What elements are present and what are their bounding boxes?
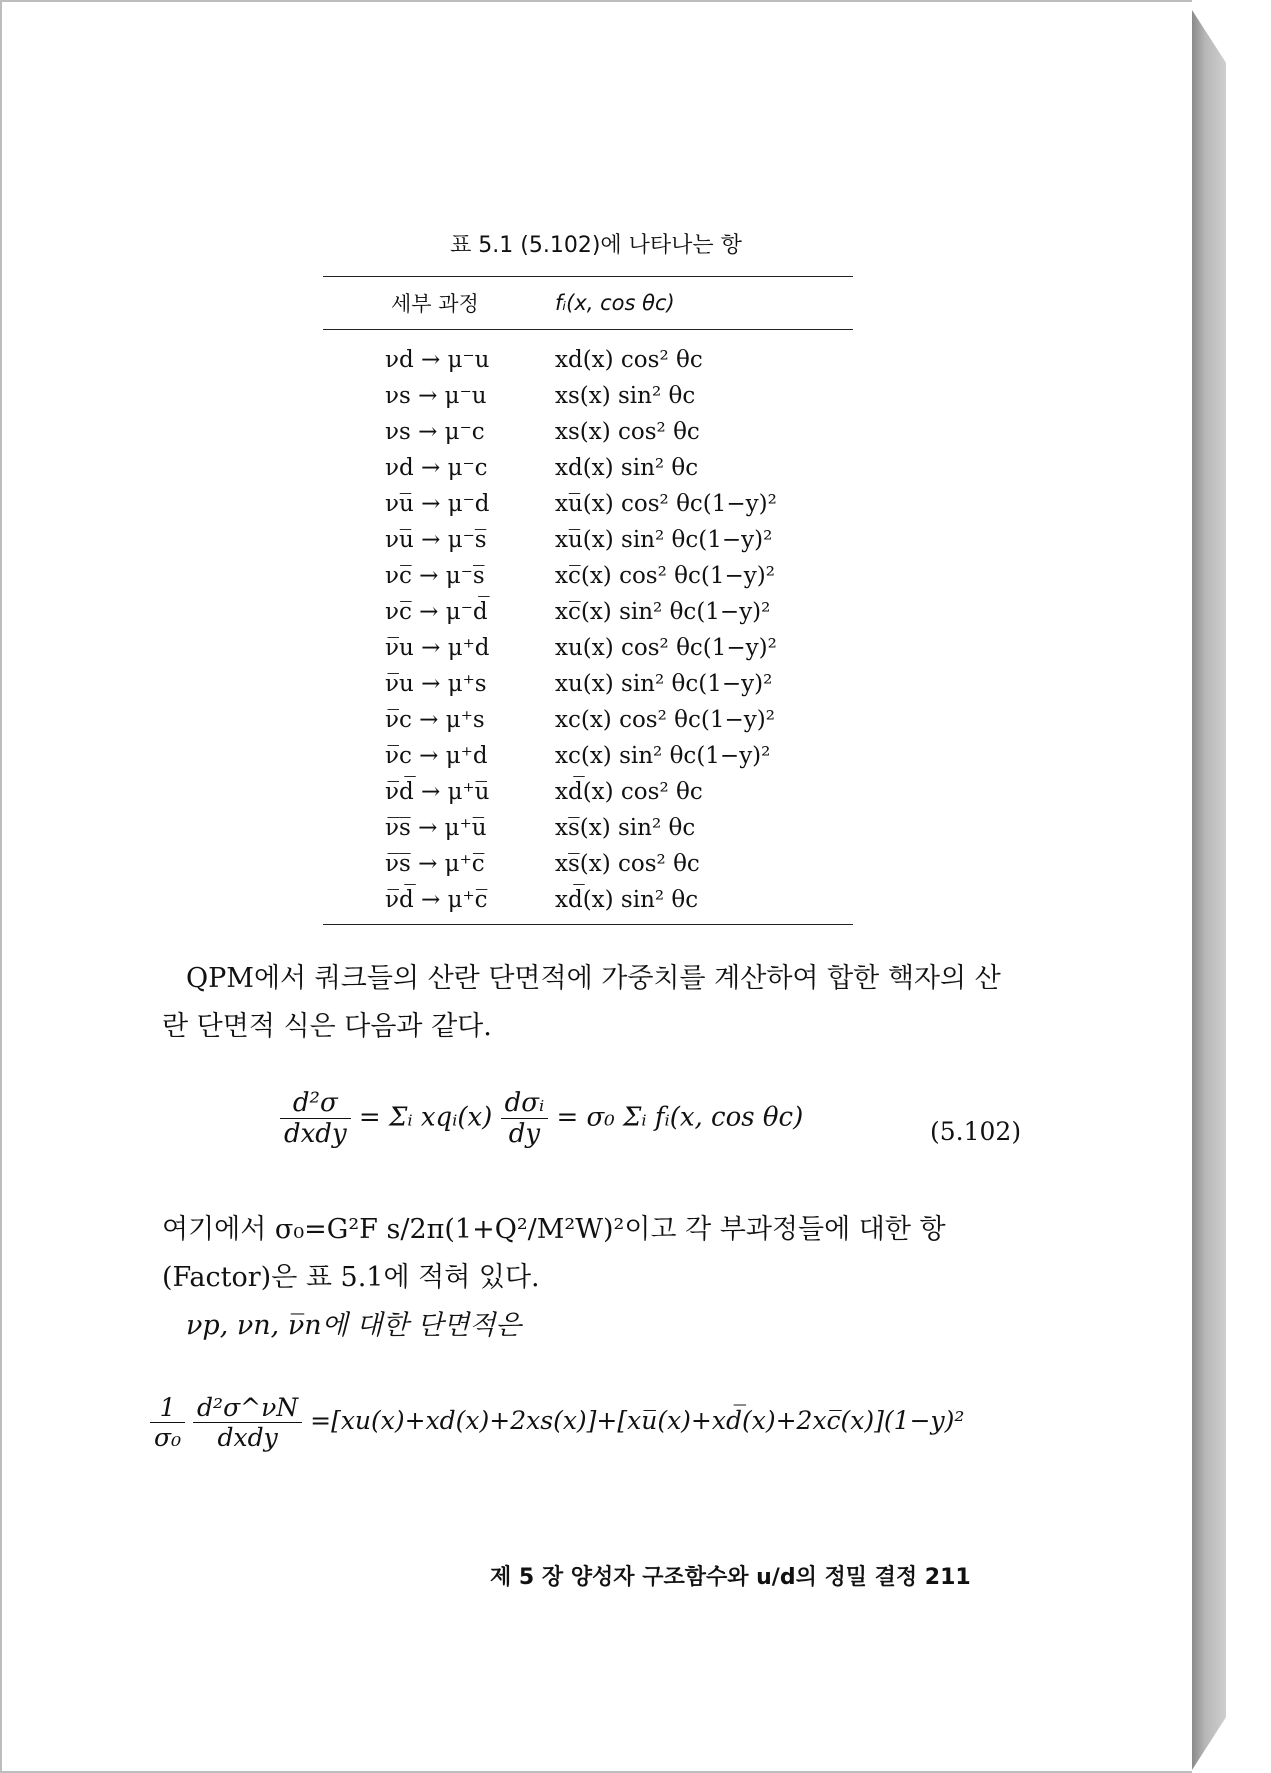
subprocess-cell: νs → μ⁻u	[385, 383, 487, 409]
subprocess-cell: νu̅ → μ⁻s̅	[385, 527, 487, 553]
eq2-one: 1	[150, 1393, 185, 1423]
subprocess-cell: νd → μ⁻c	[385, 455, 488, 481]
subprocess-cell: ν̅u → μ⁺s	[385, 671, 487, 697]
subprocess-cell: ν̅d̅ → μ⁺u̅	[385, 779, 490, 805]
header-factor: fᵢ(x, cos θc)	[555, 277, 853, 330]
eq2-rhs: =[xu(x)+xd(x)+2xs(x)]+[xu̅(x)+xd̅(x)+2xc̅(x)](1−y)²	[310, 1406, 965, 1435]
table-row	[323, 846, 853, 882]
subprocess-cell: νd → μ⁻u	[385, 347, 490, 373]
factor-cell: xu(x) sin² θc(1−y)²	[555, 671, 773, 697]
eq1-lhs-den: dxdy	[284, 1119, 347, 1149]
page-edge-shadow	[1192, 10, 1226, 1770]
table-row	[323, 486, 853, 522]
factor-cell: xu̅(x) sin² θc(1−y)²	[555, 527, 773, 553]
factor-cell: xd̅(x) cos² θc	[555, 779, 703, 805]
factor-cell: xd(x) cos² θc	[555, 347, 703, 373]
eq1-rhs: = σ₀ Σᵢ fᵢ(x, cos θc)	[556, 1102, 804, 1133]
subprocess-cell: νc̅ → μ⁻s̅	[385, 563, 485, 589]
factor-cell: xs(x) cos² θc	[555, 419, 700, 445]
table-row	[323, 594, 853, 630]
factor-cell: xu̅(x) cos² θc(1−y)²	[555, 491, 777, 517]
subprocess-cell: ν̅s̅ → μ⁺u̅	[385, 815, 487, 841]
factor-cell: xu(x) cos² θc(1−y)²	[555, 635, 777, 661]
table-row	[323, 882, 853, 925]
eq1-mid-den: dy	[508, 1119, 541, 1149]
running-footer: 제 5 장 양성자 구조함수와 u/d의 정밀 결정 211	[490, 1565, 971, 1590]
eq2-sigma0: σ₀	[154, 1423, 182, 1452]
equation-number: (5.102)	[930, 1117, 1022, 1146]
factor-cell: xs̅(x) sin² θc	[555, 815, 696, 841]
subprocess-cell: νs → μ⁻c	[385, 419, 485, 445]
subprocess-cell: νu̅ → μ⁻d	[385, 491, 490, 517]
table-row	[323, 702, 853, 738]
table-caption: 표 5.1 (5.102)에 나타나는 항	[450, 233, 742, 258]
eq1-mid: = Σᵢ xqᵢ(x)	[358, 1102, 493, 1133]
eq1-mid-num: dσᵢ	[501, 1088, 549, 1119]
table-row	[323, 666, 853, 702]
terms-table	[323, 276, 853, 925]
eq2-dxdy: dxdy	[217, 1423, 278, 1452]
factor-cell: xs(x) sin² θc	[555, 383, 696, 409]
header-subprocess: 세부 과정	[323, 277, 555, 330]
factor-cell: xc(x) sin² θc(1−y)²	[555, 743, 771, 769]
subprocess-cell: νc̅ → μ⁻d̅	[385, 599, 488, 625]
table-row	[323, 810, 853, 846]
factor-cell: xs̅(x) cos² θc	[555, 851, 700, 877]
table-row	[323, 558, 853, 594]
subprocess-cell: ν̅u → μ⁺d	[385, 635, 490, 661]
paragraph-sigma0: 여기에서 σ₀=G²F s/2π(1+Q²/M²W)²이고 각 부과정들에 대한 항(Factor)은 표 5.1에 적혀 있다.	[162, 1214, 946, 1293]
subprocess-cell: ν̅s̅ → μ⁺c̅	[385, 851, 485, 877]
factor-cell: xc̅(x) cos² θc(1−y)²	[555, 563, 775, 589]
eq2-d2sigma: d²σ^νN	[193, 1393, 302, 1423]
factor-cell: xd̅(x) sin² θc	[555, 882, 853, 925]
table-row	[323, 450, 853, 486]
eq2-derivative	[193, 1393, 302, 1452]
table-row	[323, 738, 853, 774]
subprocess-cell: ν̅c → μ⁺s	[385, 707, 485, 733]
paragraph-cross-sections: νp, νn, ν̅n에 대한 단면적은	[186, 1310, 522, 1341]
table-row	[323, 522, 853, 558]
factor-cell: xd(x) sin² θc	[555, 455, 699, 481]
paragraph-qpm: QPM에서 쿼크들의 산란 단면적에 가중치를 계산하여 합한 핵자의 산란 단면적 식은 다음과 같다.	[162, 963, 1001, 1042]
eq2-inverse-sigma	[150, 1393, 185, 1452]
table-row	[323, 630, 853, 666]
factor-cell: xc(x) cos² θc(1−y)²	[555, 707, 775, 733]
subprocess-cell: ν̅d̅ → μ⁺c̅	[323, 882, 555, 925]
table-row	[323, 774, 853, 810]
eq1-lhs-fraction	[280, 1088, 351, 1149]
factor-cell: xc̅(x) sin² θc(1−y)²	[555, 599, 771, 625]
eq1-mid-fraction	[501, 1088, 549, 1149]
table-row	[323, 414, 853, 450]
subprocess-cell: ν̅c → μ⁺d	[385, 743, 488, 769]
equation-nu-n	[150, 1393, 964, 1452]
table-row	[323, 330, 853, 379]
table-row	[323, 378, 853, 414]
equation-5-102	[280, 1088, 803, 1149]
eq1-lhs-num: d²σ	[280, 1088, 351, 1119]
